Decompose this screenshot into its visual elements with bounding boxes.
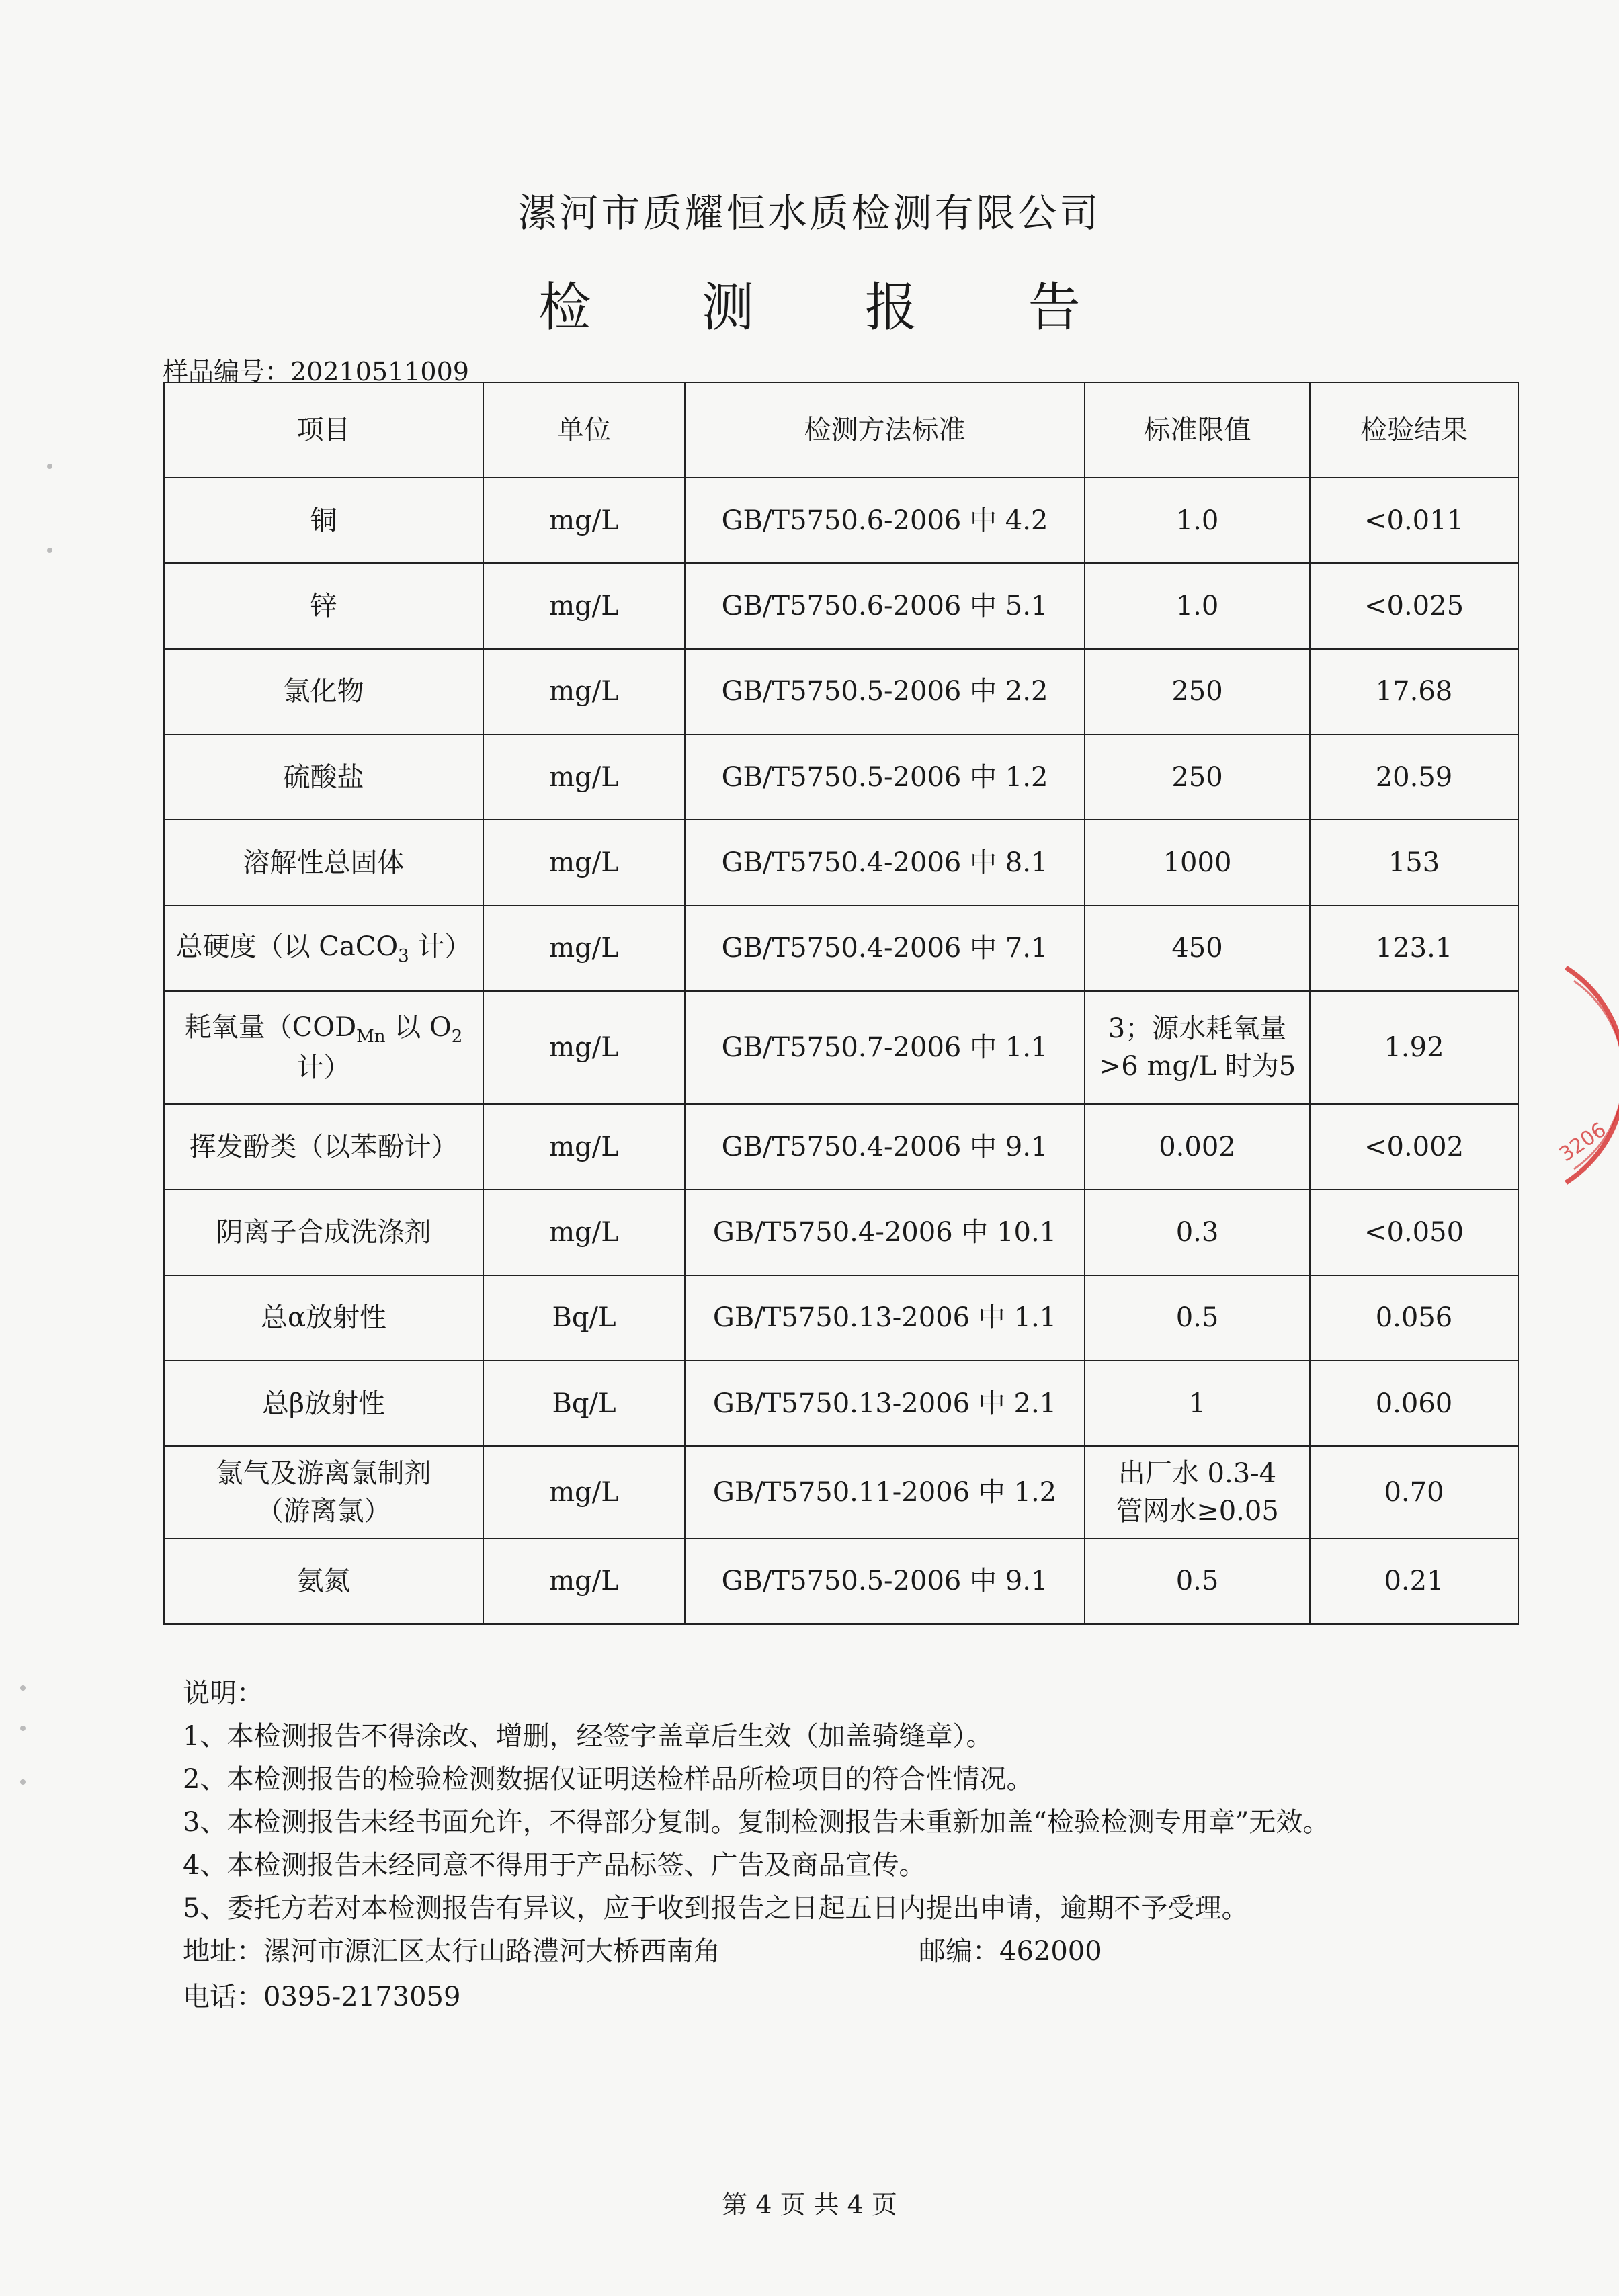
stamp-text: 3206 bbox=[1554, 1117, 1611, 1167]
cell-unit: Bq/L bbox=[483, 1361, 685, 1446]
cell-method: GB/T5750.5-2006 中 1.2 bbox=[685, 734, 1085, 820]
col-header-unit: 单位 bbox=[483, 382, 685, 478]
note-item: 2、本检测报告的检验检测数据仅证明送检样品所检项目的符合性情况。 bbox=[183, 1764, 1034, 1795]
cell-limit: 1 bbox=[1085, 1361, 1310, 1446]
table-row bbox=[164, 1104, 1518, 1189]
notes-heading: 说明： bbox=[183, 1678, 263, 1709]
cell-unit: Bq/L bbox=[483, 1275, 685, 1361]
cell-method: GB/T5750.6-2006 中 5.1 bbox=[685, 563, 1085, 648]
cell-result: 153 bbox=[1310, 820, 1518, 905]
note-item: 3、本检测报告未经书面允许，不得部分复制。复制检测报告未重新加盖“检验检测专用章”无效。 bbox=[183, 1807, 1330, 1838]
cell-limit: 250 bbox=[1085, 649, 1310, 734]
col-header-limit: 标准限值 bbox=[1085, 382, 1310, 478]
cell-method: GB/T5750.13-2006 中 1.1 bbox=[685, 1275, 1085, 1361]
table-row bbox=[164, 1275, 1518, 1361]
margin-mark bbox=[47, 464, 52, 469]
cell-method: GB/T5750.6-2006 中 4.2 bbox=[685, 478, 1085, 563]
cell-result: 0.056 bbox=[1310, 1275, 1518, 1361]
postcode: 邮编：462000 bbox=[919, 1936, 1102, 1967]
table-row bbox=[164, 991, 1518, 1104]
cell-unit: mg/L bbox=[483, 1539, 685, 1624]
cell-item: 阴离子合成洗涤剂 bbox=[164, 1189, 483, 1275]
table-header-row bbox=[164, 382, 1518, 478]
cell-limit: 1.0 bbox=[1085, 563, 1310, 648]
cell-unit: mg/L bbox=[483, 820, 685, 905]
cell-item: 总硬度（以 CaCO$_3$ 计） bbox=[164, 906, 483, 991]
note-item: 1、本检测报告不得涂改、增删，经签字盖章后生效（加盖骑缝章）。 bbox=[183, 1721, 993, 1752]
cell-limit: 0.5 bbox=[1085, 1539, 1310, 1624]
cell-limit: 1.0 bbox=[1085, 478, 1310, 563]
table-row bbox=[164, 649, 1518, 734]
cell-result: <0.025 bbox=[1310, 563, 1518, 648]
report-title: 检 测 报 告 bbox=[538, 278, 1128, 338]
cell-result: 1.92 bbox=[1310, 991, 1518, 1104]
col-header-result: 检验结果 bbox=[1310, 382, 1518, 478]
margin-mark bbox=[20, 1779, 26, 1785]
table-body bbox=[164, 478, 1518, 1624]
table-row bbox=[164, 478, 1518, 563]
cell-unit: mg/L bbox=[483, 991, 685, 1104]
cell-item: 锌 bbox=[164, 563, 483, 648]
table-row bbox=[164, 1539, 1518, 1624]
margin-mark bbox=[20, 1685, 26, 1691]
cell-limit: 出厂水 0.3-4 管网水≥0.05 bbox=[1085, 1446, 1310, 1538]
cell-unit: mg/L bbox=[483, 1189, 685, 1275]
cell-method: GB/T5750.13-2006 中 2.1 bbox=[685, 1361, 1085, 1446]
cell-limit: 0.3 bbox=[1085, 1189, 1310, 1275]
phone: 电话：0395-2173059 bbox=[183, 1982, 461, 2012]
cell-item: 挥发酚类（以苯酚计） bbox=[164, 1104, 483, 1189]
cell-method: GB/T5750.7-2006 中 1.1 bbox=[685, 991, 1085, 1104]
table-row bbox=[164, 563, 1518, 648]
cell-item: 总α放射性 bbox=[164, 1275, 483, 1361]
margin-mark bbox=[47, 548, 52, 553]
cell-limit: 450 bbox=[1085, 906, 1310, 991]
cell-limit: 0.5 bbox=[1085, 1275, 1310, 1361]
cell-unit: mg/L bbox=[483, 478, 685, 563]
cell-item: 氨氮 bbox=[164, 1539, 483, 1624]
cell-limit: 3；源水耗氧量>6 mg/L 时为5 bbox=[1085, 991, 1310, 1104]
cell-result: 0.060 bbox=[1310, 1361, 1518, 1446]
cell-item: 氯气及游离氯制剂 （游离氯） bbox=[164, 1446, 483, 1538]
table-row bbox=[164, 820, 1518, 905]
note-item: 4、本检测报告未经同意不得用于产品标签、广告及商品宣传。 bbox=[183, 1850, 926, 1881]
cell-item: 总β放射性 bbox=[164, 1361, 483, 1446]
cell-method: GB/T5750.11-2006 中 1.2 bbox=[685, 1446, 1085, 1538]
notes-section bbox=[183, 1672, 1329, 1930]
cell-result: 17.68 bbox=[1310, 649, 1518, 734]
cell-result: <0.002 bbox=[1310, 1104, 1518, 1189]
results-table bbox=[163, 382, 1519, 1625]
cell-item: 氯化物 bbox=[164, 649, 483, 734]
cell-limit: 250 bbox=[1085, 734, 1310, 820]
margin-mark bbox=[20, 1726, 26, 1731]
table-row bbox=[164, 1189, 1518, 1275]
page-number: 第 4 页 共 4 页 bbox=[722, 2190, 897, 2219]
cell-method: GB/T5750.4-2006 中 10.1 bbox=[685, 1189, 1085, 1275]
seal-stamp-icon bbox=[1546, 954, 1619, 1196]
cell-item: 铜 bbox=[164, 478, 483, 563]
cell-method: GB/T5750.4-2006 中 7.1 bbox=[685, 906, 1085, 991]
note-item: 5、委托方若对本检测报告有异议，应于收到报告之日起五日内提出申请，逾期不予受理。 bbox=[183, 1893, 1249, 1924]
cell-method: GB/T5750.4-2006 中 9.1 bbox=[685, 1104, 1085, 1189]
cell-method: GB/T5750.5-2006 中 9.1 bbox=[685, 1539, 1085, 1624]
cell-result: 20.59 bbox=[1310, 734, 1518, 820]
cell-unit: mg/L bbox=[483, 649, 685, 734]
cell-method: GB/T5750.4-2006 中 8.1 bbox=[685, 820, 1085, 905]
table-row bbox=[164, 1446, 1518, 1538]
cell-limit: 1000 bbox=[1085, 820, 1310, 905]
sample-number: 样品编号：20210511009 bbox=[163, 357, 469, 386]
cell-item: 溶解性总固体 bbox=[164, 820, 483, 905]
cell-result: <0.011 bbox=[1310, 478, 1518, 563]
table-row bbox=[164, 906, 1518, 991]
cell-item: 硫酸盐 bbox=[164, 734, 483, 820]
cell-result: <0.050 bbox=[1310, 1189, 1518, 1275]
cell-result: 123.1 bbox=[1310, 906, 1518, 991]
company-name: 漯河市质耀恒水质检测有限公司 bbox=[517, 190, 1102, 236]
cell-result: 0.70 bbox=[1310, 1446, 1518, 1538]
cell-result: 0.21 bbox=[1310, 1539, 1518, 1624]
cell-unit: mg/L bbox=[483, 1104, 685, 1189]
cell-unit: mg/L bbox=[483, 1446, 685, 1538]
cell-item: 耗氧量（$COD_{Mn}$ 以 $O_2$计） bbox=[164, 991, 483, 1104]
table-row bbox=[164, 1361, 1518, 1446]
cell-unit: mg/L bbox=[483, 906, 685, 991]
col-header-item: 项目 bbox=[164, 382, 483, 478]
cell-unit: mg/L bbox=[483, 734, 685, 820]
table-row bbox=[164, 734, 1518, 820]
address: 地址：漯河市源汇区太行山路澧河大桥西南角 bbox=[183, 1936, 720, 1967]
cell-limit: 0.002 bbox=[1085, 1104, 1310, 1189]
cell-unit: mg/L bbox=[483, 563, 685, 648]
col-header-method: 检测方法标准 bbox=[685, 382, 1085, 478]
cell-method: GB/T5750.5-2006 中 2.2 bbox=[685, 649, 1085, 734]
